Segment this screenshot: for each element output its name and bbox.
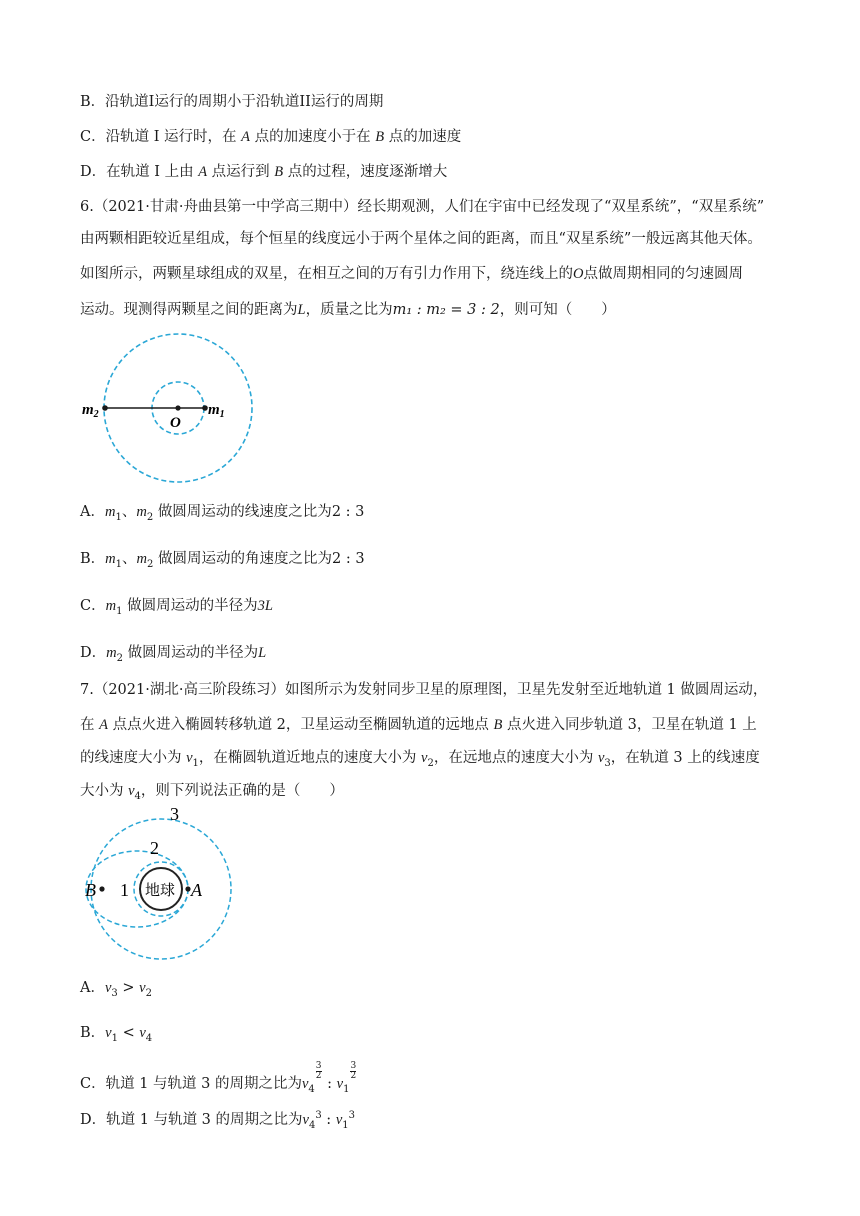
q6-binary-star-diagram	[80, 330, 270, 490]
q6-option-a: A．$m_1$、$m_2$ 做圆周运动的线速度之比为2 : 3	[80, 504, 365, 523]
q7-point-b	[99, 886, 104, 891]
q7-option-a: A．$v_3 > v_2$	[80, 980, 152, 999]
q7-label-b: B	[85, 880, 96, 900]
q6-center-o	[175, 405, 180, 410]
q6-option-d: D．$m_2$ 做圆周运动的半径为L	[80, 645, 267, 664]
q7-option-d: D．轨道 1 与轨道 3 的周期之比为$v_4^3$ : $v_1^3$	[80, 1110, 355, 1131]
q6-label-m1: $m_1$	[208, 402, 225, 420]
q6-stem-line-1: 6.（2021·甘肃·舟曲县第一中学高三期中）经长期观测，人们在宇宙中已经发现了“双星系统”，“双星系统”	[80, 199, 765, 215]
q7-label-3: 3	[170, 804, 179, 824]
q7-label-earth: 地球	[145, 883, 176, 899]
q6-stem-line-4: 运动。现测得两颗星之间的距离为L，质量之比为m₁ : m₂ = 3 : 2，则可知（ ）	[80, 302, 616, 318]
q7-stem-line-1: 7.（2021·湖北·高三阶段练习）如图所示为发射同步卫星的原理图，卫星先发射至近地轨道 1 做圆周运动，	[80, 682, 768, 698]
q6-star-m2	[102, 405, 108, 411]
q7-label-a: A	[191, 880, 202, 900]
q7-option-c: C．轨道 1 与轨道 3 的周期之比为$v_4$ $\frac{3}{2}$ : $v_1$ $\frac{3}{2}$	[80, 1061, 357, 1095]
q6-stem-line-3: 如图所示，两颗星球组成的双星，在相互之间的万有引力作用下，绕连线上的O点做周期相同的匀速圆周	[80, 266, 743, 282]
q6-label-m2: $m_2$	[82, 402, 99, 420]
q7-label-2: 2	[150, 838, 159, 858]
q7-point-a	[185, 886, 190, 891]
q5-option-b: B．沿轨道I运行的周期小于沿轨道II运行的周期	[80, 94, 384, 110]
q6-label-o: O	[170, 415, 181, 431]
q7-orbit-diagram	[80, 800, 250, 960]
q5-option-d: D．在轨道 I 上由 A 点运行到 B 点的过程，速度逐渐增大	[80, 164, 448, 180]
q7-label-1: 1	[120, 880, 129, 900]
q6-option-b: B．$m_1$、$m_2$ 做圆周运动的角速度之比为2 : 3	[80, 551, 365, 570]
q7-option-b: B．$v_1 < v_4$	[80, 1025, 153, 1044]
q6-stem-line-2: 由两颗相距较近星组成，每个恒星的线度远小于两个星体之间的距离，而且“双星系统”一般远离其他天体。	[80, 231, 762, 247]
q7-stem-line-2: 在 A 点点火进入椭圆转移轨道 2，卫星运动至椭圆轨道的远地点 B 点火进入同步轨道 3，卫星在轨道 1 上	[80, 717, 757, 733]
q6-option-c: C．$m_1$ 做圆周运动的半径为3L	[80, 598, 273, 617]
q5-option-c: C．沿轨道 I 运行时，在 A 点的加速度小于在 B 点的加速度	[80, 129, 462, 145]
q7-stem-line-4: 大小为 $v_4$，则下列说法正确的是（ ）	[80, 783, 344, 802]
q7-stem-line-3: 的线速度大小为 $v_1$，在椭圆轨道近地点的速度大小为 $v_2$，在远地点的速度大小为 $v_3$，在轨道 3 上的线速度	[80, 750, 760, 769]
q6-star-m1	[202, 405, 208, 411]
